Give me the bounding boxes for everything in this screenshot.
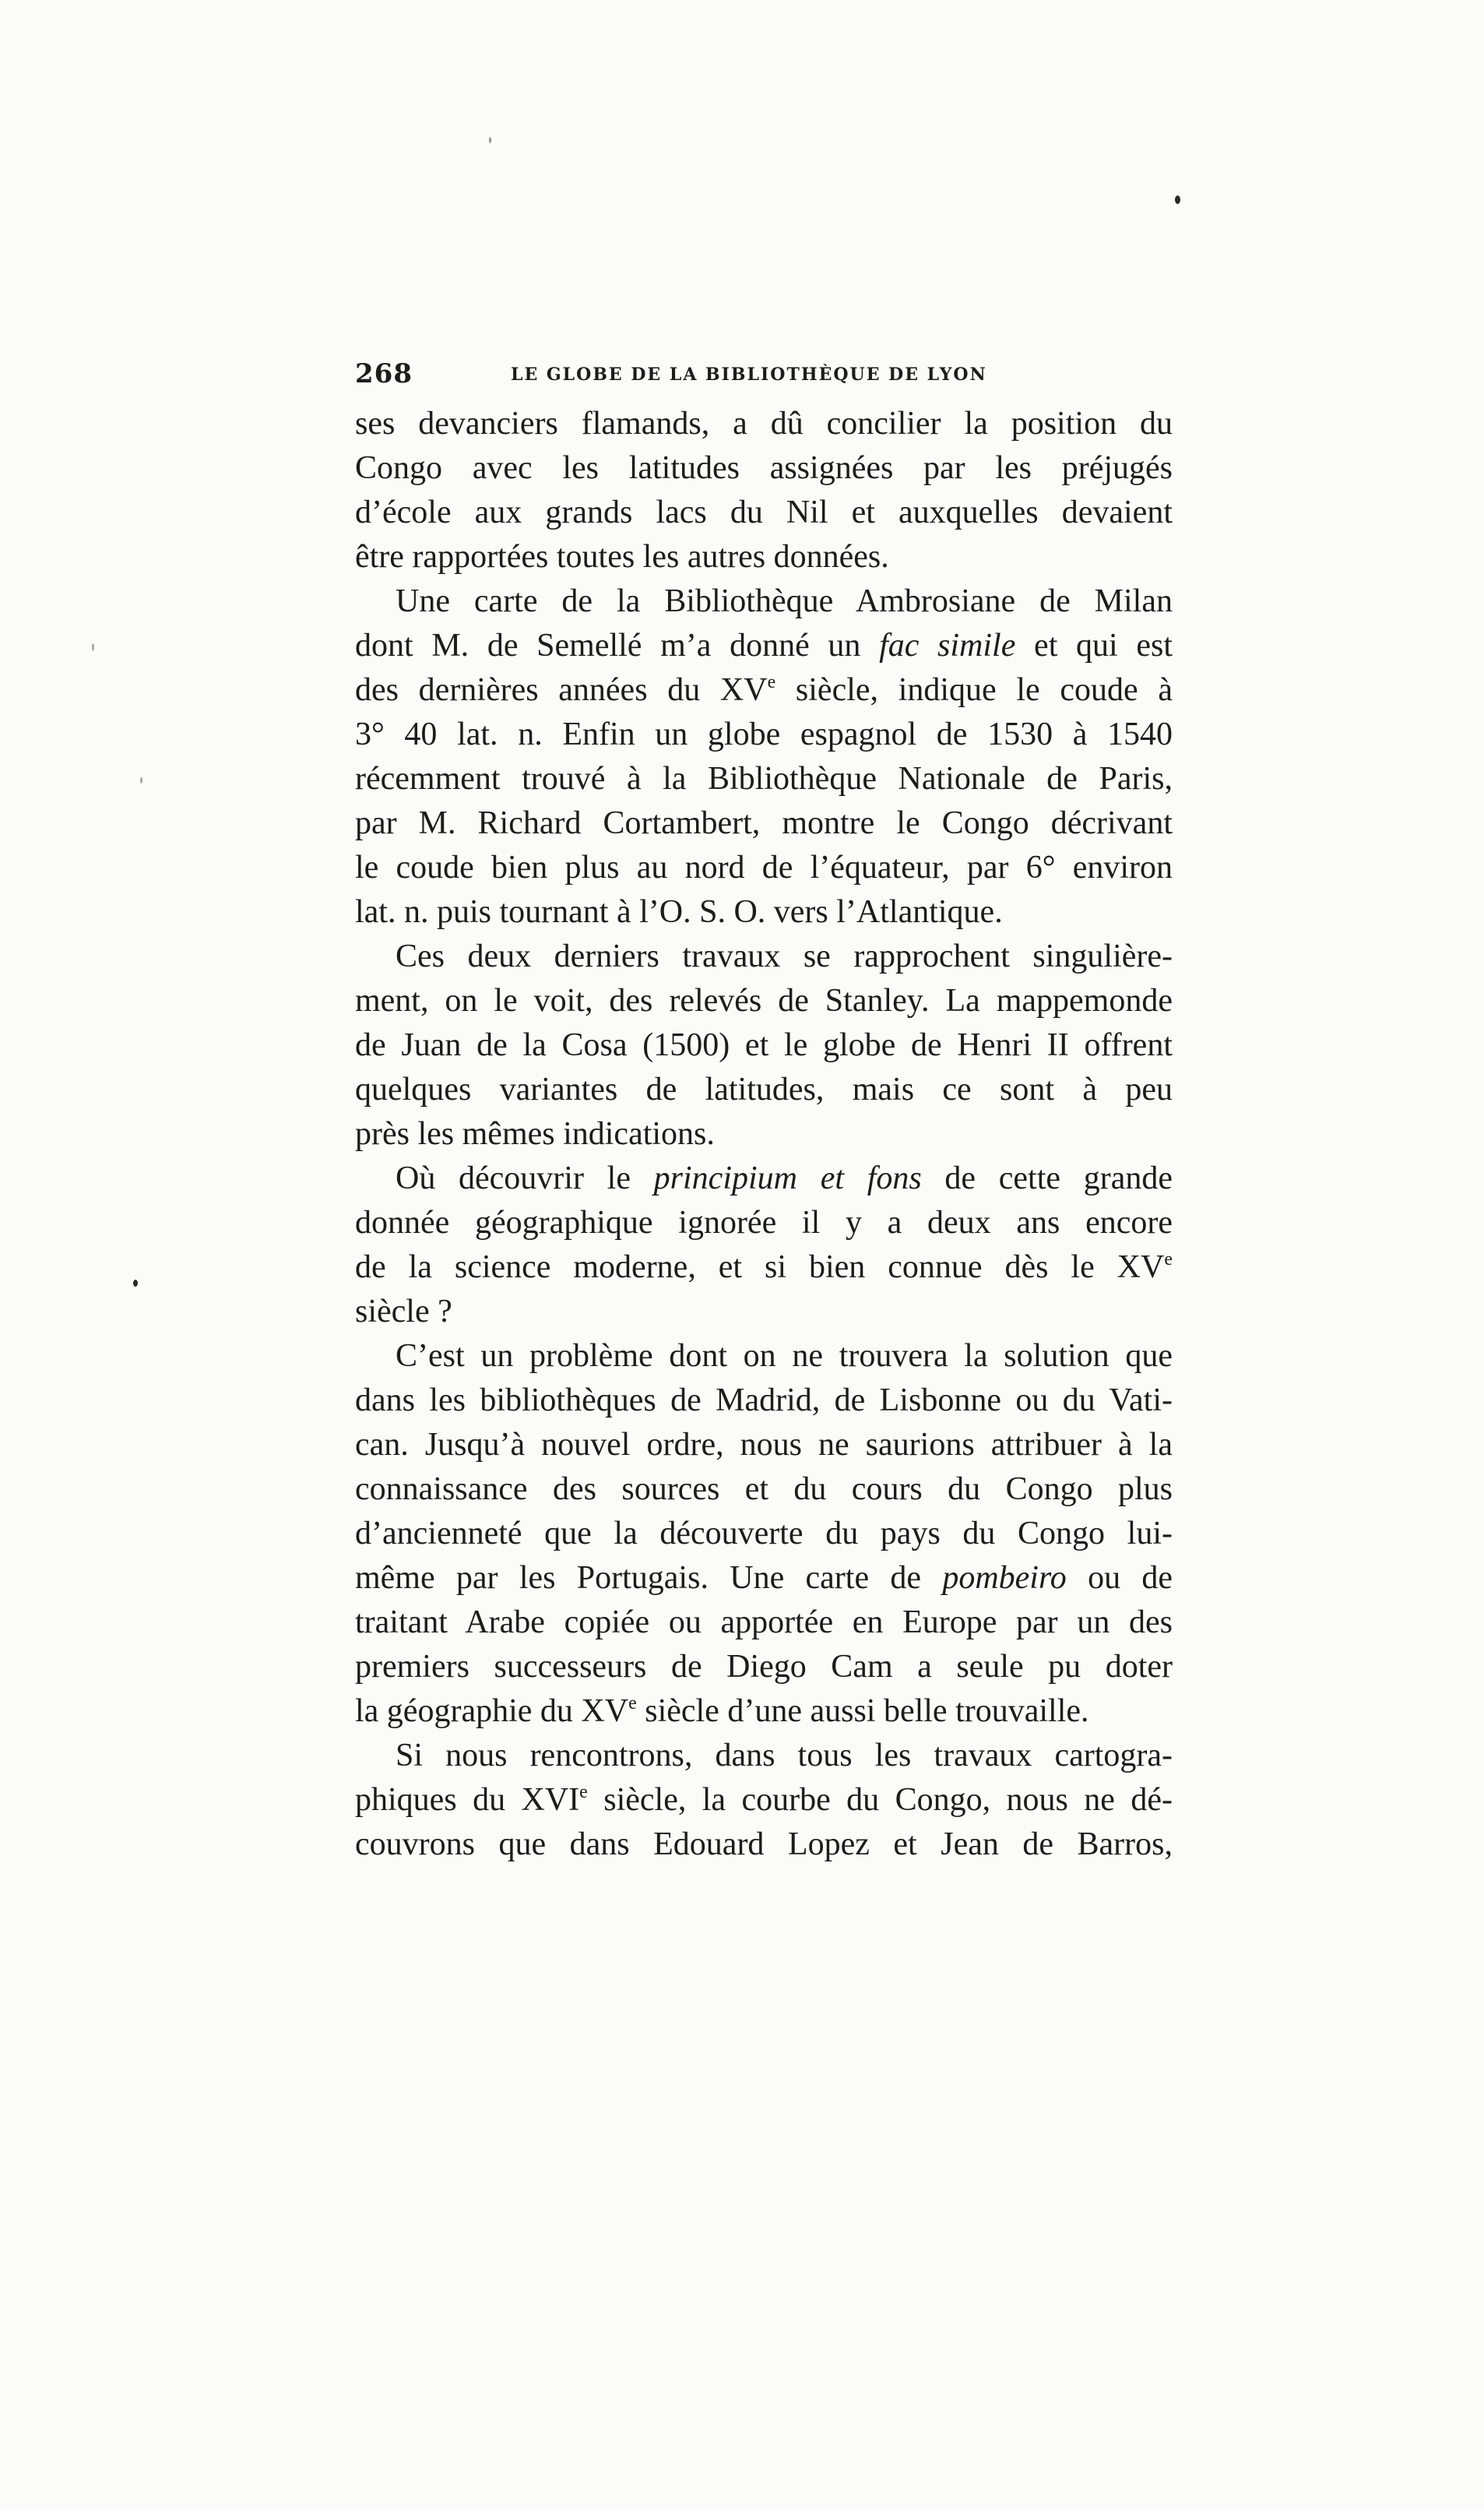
text-line: quelques variantes de latitudes, mais ce sont à peu [355, 1072, 1173, 1108]
text-line: d’ancienneté que la découverte du pays du Congo lui- [355, 1516, 1173, 1551]
italic-term: fac simile [879, 628, 1016, 664]
text-line: Ces deux derniers travaux se rapprochent singulière- [396, 939, 1173, 974]
text-line: près les mêmes indications. [355, 1116, 715, 1152]
text-line: lat. n. puis tournant à l’O. S. O. vers l’Atlantique. [355, 894, 1003, 930]
paragraph-2 [355, 579, 1173, 935]
text-line [355, 1157, 1173, 1201]
text-line: donnée géographique ignorée il y a deux ans encore [355, 1205, 1173, 1241]
paragraph-5 [355, 1334, 1173, 1734]
superscript: e [628, 1693, 637, 1713]
body-text [355, 402, 1173, 1867]
paragraph-1 [355, 402, 1173, 579]
text-run: siècle d’une aussi belle trouvaille. [645, 1693, 1089, 1729]
scan-speck [1175, 195, 1180, 204]
text-line: couvrons que dans Edouard Lopez et Jean de Barros, [355, 1826, 1173, 1862]
text-line: d’école aux grands lacs du Nil et auxquelles devaient [355, 495, 1173, 530]
superscript: e [579, 1782, 588, 1802]
scan-speck [489, 137, 491, 143]
text-line: C’est un problème dont on ne trouvera la solution que [396, 1338, 1173, 1374]
text-line: can. Jusqu’à nouvel ordre, nous ne saurions attribuer à la [355, 1427, 1173, 1463]
text-line: ses devanciers flamands, a dû concilier la position du [355, 406, 1173, 442]
page-header [355, 352, 1173, 399]
text-line: 3° 40 lat. n. Enfin un globe espagnol de 1530 à 1540 [355, 717, 1173, 752]
italic-term: principium et fons [653, 1160, 922, 1196]
text-line: être rapportées toutes les autres données. [355, 539, 889, 575]
text-line: le coude bien plus au nord de l’équateur, par 6° environ [355, 850, 1173, 886]
text-line: premiers successeurs de Diego Cam a seule pu doter [355, 1649, 1173, 1685]
text-line: Congo avec les latitudes assignées par les préjugés [355, 450, 1173, 486]
text-run: ou de [1088, 1560, 1173, 1596]
text-line: récemment trouvé à la Bibliothèque Nationale de Paris, [355, 761, 1173, 797]
text-line [355, 1778, 1173, 1822]
italic-term: pombeiro [942, 1560, 1067, 1596]
text-run: et qui est [1034, 628, 1173, 664]
text-line: de Juan de la Cosa (1500) et le globe de Henri II offrent [355, 1027, 1173, 1063]
text-run: Où découvrir le [396, 1160, 631, 1196]
text-line [355, 668, 1173, 713]
text-run: phiques du XVI [355, 1782, 580, 1818]
text-run: des dernières années du XV [355, 672, 768, 708]
text-run: la géographie du XV [355, 1693, 629, 1729]
text-run: siècle, indique le coude à [795, 672, 1173, 708]
text-run: de cette grande [944, 1160, 1173, 1196]
paragraph-4 [355, 1157, 1173, 1334]
text-run: même par les Portugais. Une carte de [355, 1560, 922, 1596]
page-number: 268 [355, 358, 413, 389]
text-line [355, 1556, 1173, 1601]
superscript: e [767, 672, 776, 692]
text-run: de la science moderne, et si bien connue dès le XV [355, 1249, 1165, 1285]
scan-speck [133, 1280, 138, 1287]
text-line: ment, on le voit, des relevés de Stanley. La mappemonde [355, 983, 1173, 1019]
text-run: dont M. de Semellé m’a donné un [355, 628, 861, 664]
scan-speck [92, 643, 94, 651]
text-line: siècle ? [355, 1294, 452, 1329]
text-line: traitant Arabe copiée ou apportée en Europe par un des [355, 1604, 1173, 1640]
text-line [355, 1689, 1173, 1734]
scan-speck [140, 777, 142, 784]
paragraph-6 [355, 1734, 1173, 1867]
paragraph-3 [355, 935, 1173, 1157]
superscript: e [1164, 1249, 1173, 1270]
text-line: Si nous rencontrons, dans tous les travaux cartogra- [396, 1738, 1173, 1773]
text-line: Une carte de la Bibliothèque Ambrosiane de Milan [396, 583, 1173, 619]
text-line [355, 1245, 1173, 1290]
text-line [355, 624, 1173, 668]
text-line: par M. Richard Cortambert, montre le Congo décrivant [355, 805, 1173, 841]
text-line: dans les bibliothèques de Madrid, de Lisbonne ou du Vati- [355, 1382, 1173, 1418]
text-run: siècle, la courbe du Congo, nous ne dé- [603, 1782, 1173, 1818]
text-line: connaissance des sources et du cours du Congo plus [355, 1471, 1173, 1507]
running-title: LE GLOBE DE LA BIBLIOTHÈQUE DE LYON [511, 364, 987, 385]
